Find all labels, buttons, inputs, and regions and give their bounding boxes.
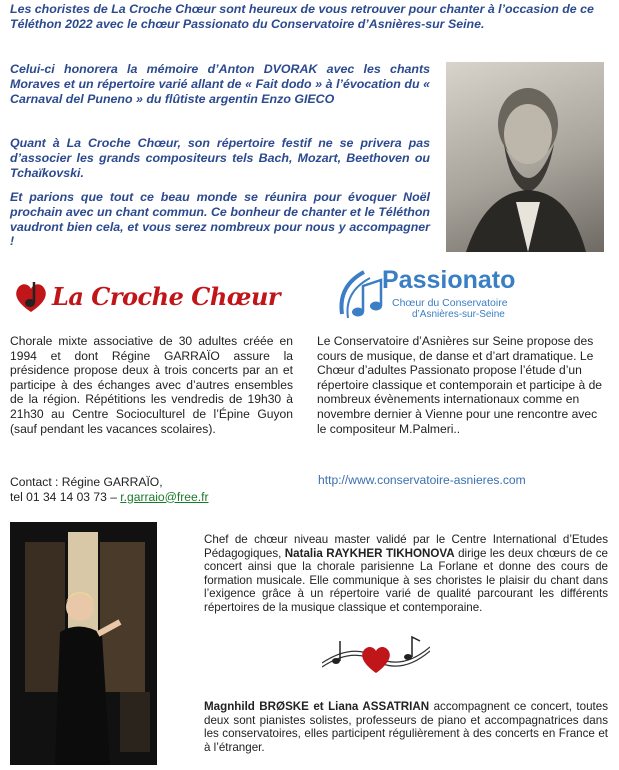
conductor-bio-end: dirige les deux chœurs de ce concert ainsi que la chorale parisienne La Forlane et donne des cours de formation musicale. Elle communique à ses choristes le plaisir du chant dans l’exigence grâce à un répertoire varié de qualité parcourant les différents répertoires de la musique classique et contemporaine. — [204, 546, 608, 614]
contact-email-link[interactable]: r.garraio@free.fr — [120, 489, 209, 504]
la-croche-choeur-logo-text: La Croche Chœur — [52, 282, 281, 311]
passionato-description: Le Conservatoire d’Asnières sur Seine propose des cours de musique, de danse et d’art dramatique. Le Chœur d’adultes Passionato propose l’étude d’un répertoire classique et contemporain et participe à de nombreux évènements internationaux comme en novembre dernier à Vienne pour une rencontre avec le compositeur M.Palmeri.. — [317, 334, 603, 436]
pianists-names: Magnhild BRØSKE et Liana ASSATRIAN — [204, 700, 430, 713]
contact-block — [10, 475, 209, 504]
passionato-logo-subtitle: Chœur du Conservatoire — [392, 297, 508, 309]
closing-paragraph: Et parions que tout ce beau monde se réunira pour évoquer Noël prochain avec un chant commun. Ce bonheur de chanter et le Téléthon vaudront bien cela, et vous serez nombreux pour nous y accompagner ! — [10, 190, 430, 249]
conductor-bio — [204, 533, 608, 614]
contact-name: Contact : Régine GARRAÏO, — [10, 475, 163, 489]
dvorak-portrait — [446, 62, 604, 252]
dvorak-paragraph: Celui-ci honorera la mémoire d’Anton DVORAK avec les chants Moraves et un répertoire varié allant de « Fait dodo » à l’évocation du « Carnaval del Puneno » du flûtiste argentin Enzo GIECO — [10, 62, 430, 106]
music-heart-illustration — [322, 633, 430, 679]
passionato-logo — [334, 266, 554, 328]
pianists-text: accompagnent ce concert, toutes deux sont pianistes solistes, professeurs de piano et accompagnatrices dans les conservatoires, elles participent régulièrement à des concerts en France et à l’étranger. — [204, 700, 608, 754]
la-croche-choeur-logo — [12, 278, 282, 316]
intro-text: Les choristes de La Croche Chœur sont heureux de vous retrouver pour chanter à l’occasion de ce Téléthon 2022 avec le chœur Passionato du Conservatoire d’Asnières-sur Seine. — [10, 2, 594, 31]
pianists-paragraph — [204, 700, 608, 754]
contact-phone: tel 01 34 14 03 73 – — [10, 489, 121, 504]
conductor-photo — [10, 522, 157, 765]
heart-note-icon — [12, 278, 50, 316]
croche-description: Chorale mixte associative de 30 adultes créée en 1994 et dont Régine GARRAÏO assure la présidence propose deux à trois concerts par an et participe à des échanges avec d’autres ensembles de la région. Répétitions les vendredis de 19h30 à 21h30 au Centre Socioculturel de l’Épine Guyon (sauf pendant les vacances scolaires). — [10, 334, 293, 436]
passionato-logo-title: Passionato — [382, 266, 516, 294]
passionato-logo-subtitle-2: d’Asnières-sur-Seine — [412, 309, 505, 320]
conservatoire-url-link[interactable]: http://www.conservatoire-asnieres.com — [318, 473, 526, 487]
conductor-bio-start: Chef de chœur niveau master validé par le Centre International d’Etudes Pédagogiques, — [204, 533, 608, 560]
croche-repertoire-paragraph: Quant à La Croche Chœur, son répertoire festif ne se privera pas d’associer les grands compositeurs tels Bach, Mozart, Beethoven ou Tchaïkovski. — [10, 136, 430, 180]
conductor-name: Natalia RAYKHER TIKHONOVA — [284, 546, 455, 560]
